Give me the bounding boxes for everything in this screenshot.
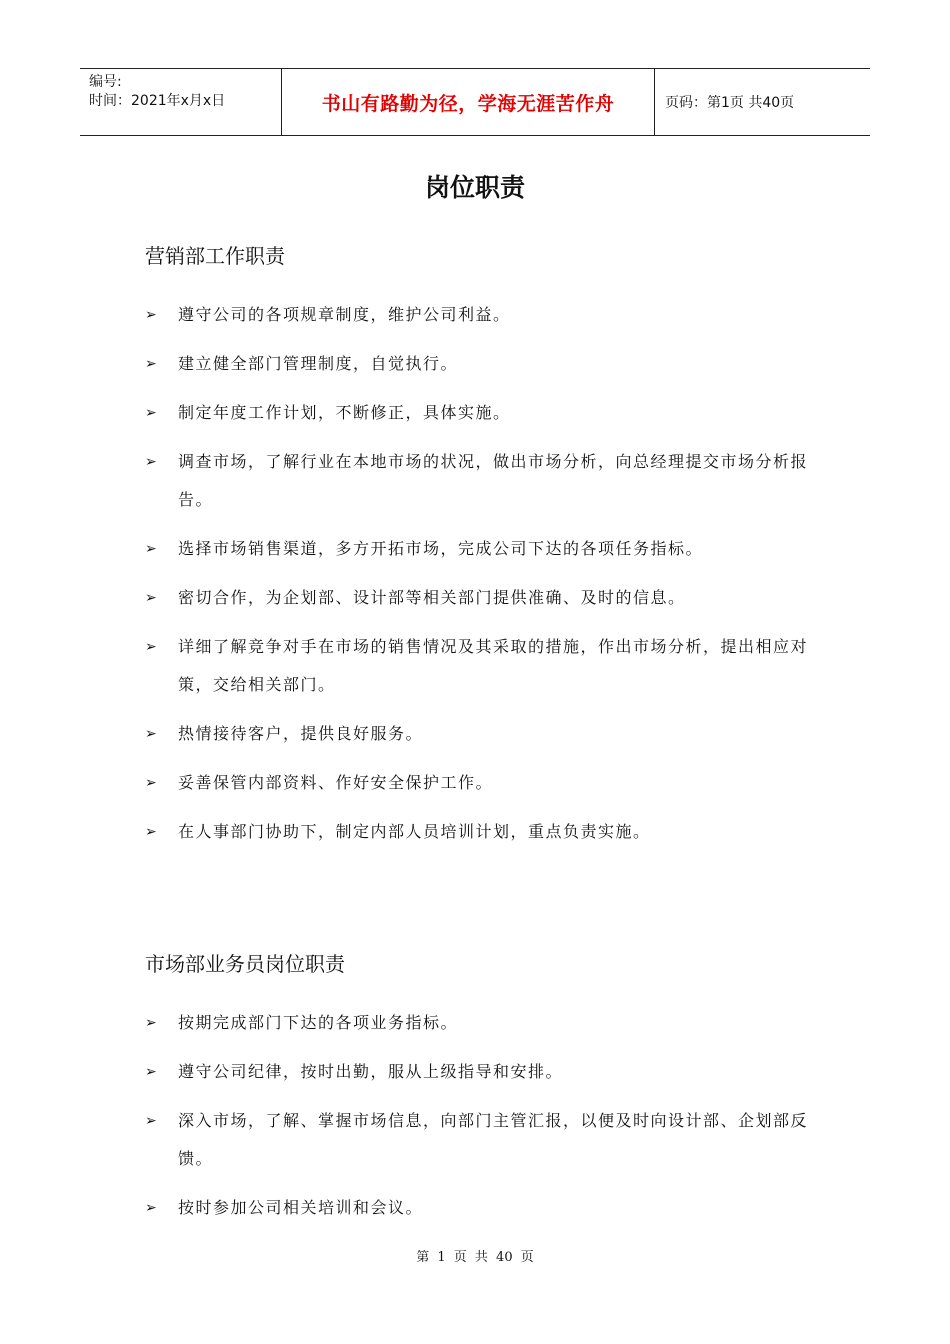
list-item-text: 密切合作，为企划部、设计部等相关部门提供准确、及时的信息。 [178, 588, 686, 607]
arrow-bullet-icon: ➢ [145, 824, 157, 840]
list-item-text: 遵守公司的各项规章制度，维护公司利益。 [178, 305, 511, 324]
list-item-text: 按期完成部门下达的各项业务指标。 [178, 1013, 459, 1032]
arrow-bullet-icon: ➢ [145, 726, 157, 742]
arrow-bullet-icon: ➢ [145, 307, 157, 323]
list-item [145, 1004, 815, 1042]
list-item [145, 443, 815, 519]
list-item [145, 394, 815, 432]
document-title: 岗位职责 [424, 173, 525, 202]
arrow-bullet-icon: ➢ [145, 1015, 157, 1031]
section-heading-sales-rep: 市场部业务员岗位职责 [145, 952, 345, 976]
list-item-text: 选择市场销售渠道，多方开拓市场，完成公司下达的各项任务指标。 [178, 539, 704, 558]
arrow-bullet-icon: ➢ [145, 356, 157, 372]
list-item-text: 遵守公司纪律，按时出勤，服从上级指导和安排。 [178, 1062, 564, 1081]
header-table [80, 68, 870, 136]
arrow-bullet-icon: ➢ [145, 1064, 157, 1080]
list-item-text: 热情接待客户，提供良好服务。 [178, 724, 424, 743]
list-item-text: 妥善保管内部资料、作好安全保护工作。 [178, 773, 494, 792]
list-item [145, 628, 815, 704]
arrow-bullet-icon: ➢ [145, 541, 157, 557]
list-item [145, 1102, 815, 1178]
arrow-bullet-icon: ➢ [145, 639, 157, 655]
list-item [145, 715, 815, 753]
header-page-info: 页码：第1页 共40页 [665, 95, 795, 111]
arrow-bullet-icon: ➢ [145, 1113, 157, 1129]
list-item [145, 1053, 815, 1091]
document-number-label: 编号: [89, 74, 122, 90]
document-time: 时间：2021年x月x日 [89, 93, 226, 109]
duty-list-marketing [145, 296, 815, 862]
header-motto: 书山有路勤为径，学海无涯苦作舟 [282, 69, 655, 135]
arrow-bullet-icon: ➢ [145, 454, 157, 470]
list-item [145, 530, 815, 568]
header-meta [80, 69, 282, 135]
list-item [145, 764, 815, 802]
arrow-bullet-icon: ➢ [145, 405, 157, 421]
page-footer: 第 1 页 共 40 页 [416, 1250, 534, 1265]
arrow-bullet-icon: ➢ [145, 590, 157, 606]
list-item [145, 579, 815, 617]
list-item [145, 813, 815, 851]
list-item-text: 深入市场，了解、掌握市场信息，向部门主管汇报，以便及时向设计部、企划部反馈。 [178, 1111, 809, 1168]
list-item [145, 345, 815, 383]
list-item-text: 调查市场，了解行业在本地市场的状况，做出市场分析，向总经理提交市场分析报告。 [178, 452, 809, 509]
arrow-bullet-icon: ➢ [145, 1200, 157, 1216]
list-item-text: 建立健全部门管理制度，自觉执行。 [178, 354, 459, 373]
list-item-text: 按时参加公司相关培训和会议。 [178, 1198, 424, 1217]
section-heading-marketing: 营销部工作职责 [145, 244, 285, 268]
arrow-bullet-icon: ➢ [145, 775, 157, 791]
list-item-text: 详细了解竞争对手在市场的销售情况及其采取的措施，作出市场分析，提出相应对策，交给相关部门。 [178, 637, 809, 694]
list-item [145, 296, 815, 334]
list-item-text: 制定年度工作计划，不断修正，具体实施。 [178, 403, 511, 422]
duty-list-sales-rep [145, 1004, 815, 1238]
list-item [145, 1189, 815, 1227]
list-item-text: 在人事部门协助下，制定内部人员培训计划，重点负责实施。 [178, 822, 651, 841]
